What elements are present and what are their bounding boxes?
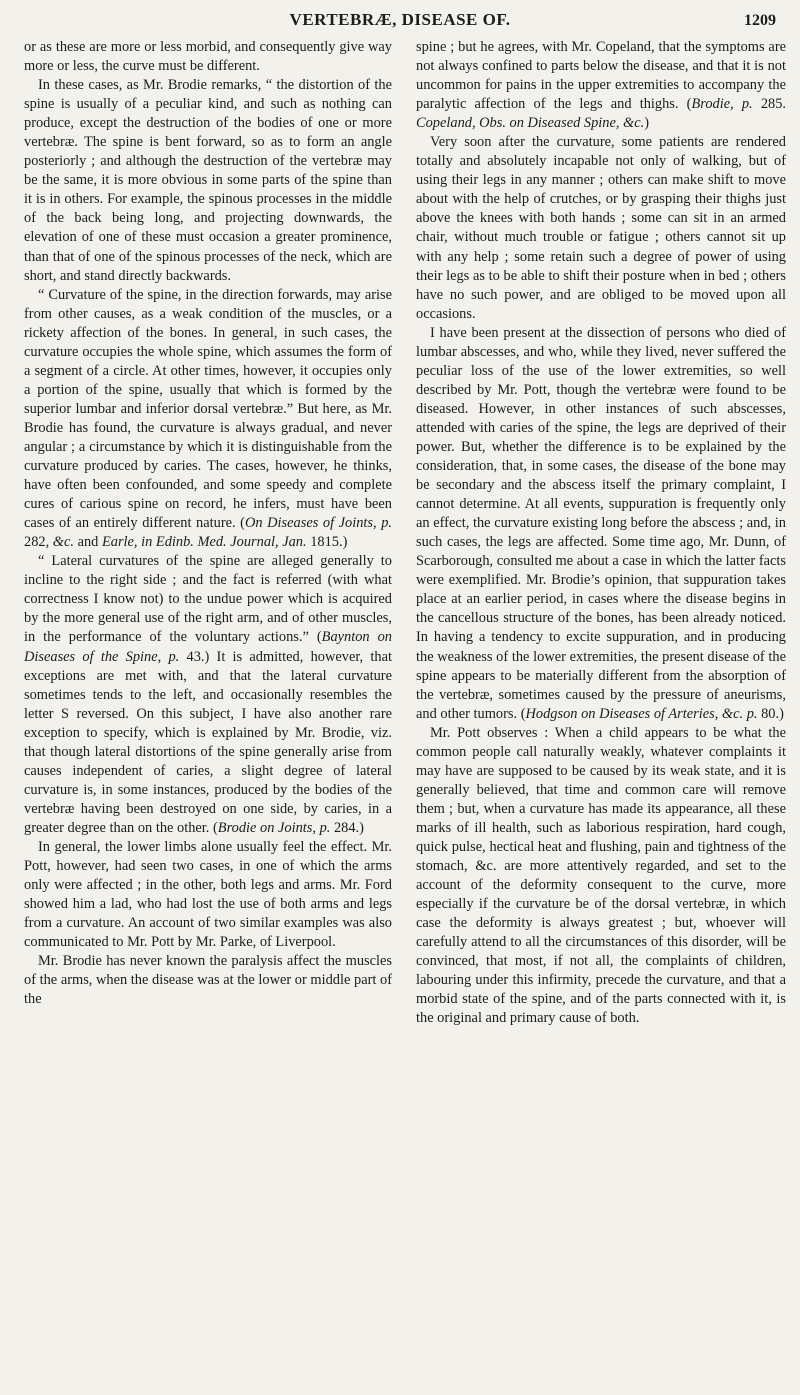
citation-text: &c. (52, 534, 74, 551)
body-text: 1815.) (306, 534, 348, 551)
page-number: 1209 (744, 12, 776, 29)
left-column (24, 38, 392, 1009)
body-text: “ Curvature of the spine, in the direction forwards, may arise from other causes, as a weak condition of the muscles, or a rickety affection of the bones. In general, in such cases, the curvature occupies the whole spine, which assumes the form of a segment of a circle. At other times, however, it occupies only a portion of the spine, usually that which is formed by the superior lumbar and inferior dorsal vertebræ.” But here, as Mr. Brodie has found, the curvature is always gradual, and never angular ; a circumstance by which it is distinguishable from the curvature produced by caries. The cases, however, he thinks, have often been confounded, and some speedy and complete cures of carious spine on record, he infers, must have been cases of an entirely different nature. ( (24, 286, 392, 532)
body-text: ) (644, 115, 650, 132)
body-text: Mr. Brodie has never known the paralysis affect the muscles of the arms, when the disease was at the lower or middle part of the (24, 953, 392, 1008)
paragraph (416, 38, 786, 133)
paragraph (24, 552, 392, 838)
body-text: and (73, 534, 102, 551)
body-text: 284.) (330, 819, 364, 836)
body-text: spine ; but he agrees, with Mr. Copeland, that the symptoms are not always confined to parts below the disease, and that it is not uncommon for pains in the upper extremities to accompany the paralytic affection of the legs and thighs. ( (416, 39, 786, 113)
citation-text: Brodie, p. (691, 96, 753, 113)
paragraph (24, 952, 392, 1009)
citation-text: Earle, in Edinb. Med. Journal, Jan. (101, 534, 307, 551)
body-text: 43.) It is admitted, however, that exceptions are met with, and that the lateral curvature sometimes tends to the left, and occasionally resembles the letter S reversed. On this subject, I have also another rare exception to specify, which is explained by Mr. Brodie, viz. that though lateral distortions of the spine generally arise from causes independent of caries, a slight degree of lateral curvature is, in some instances, produced by the bodies of the vertebræ having been destroyed on one side, by caries, in a greater degree than on the other. ( (24, 648, 392, 836)
paragraph (24, 76, 392, 286)
citation-text: Brodie on Joints, p. (217, 819, 331, 836)
paragraph (416, 324, 786, 724)
body-text: 80.) (757, 705, 784, 722)
body-text: I have been present at the dissection of persons who died of lumbar abscesses, and who, while they lived, never suffered the peculiar loss of the use of the lower extremities, so well described by Mr. Pott, though the vertebræ were found to be diseased. However, in other instances of such abscesses, attended with caries of the spine, the legs are deprived of their power. But, whether the difference is to be explained by the consideration, that, in some cases, the disease of the bone may be secondary and the abscess itself the primary complaint, I cannot determine. At all events, suppuration is frequently only an effect, the curvature existing long before the abscess ; and, in such cases, the legs are affected. Some time ago, Mr. Dunn, of Scarborough, consulted me about a case in which the latter facts were exemplified. Mr. Brodie’s opinion, that suppuration takes place at an earlier period, in cases where the disease begins in the cancellous structure of the bones, has been already noticed. In having a tendency to excite suppuration, and in producing the weakness of the lower extremities, the present disease of the spine appears to be materially different from the absorption of the vertebræ, sometimes caused by the pressure of aneurisms, and other tumors. ( (416, 324, 786, 722)
body-text: In general, the lower limbs alone usually feel the effect. Mr. Pott, however, had seen two cases, in one of which the arms only were affected ; in the other, both legs and arms. Mr. Ford showed him a lad, who had lost the use of both arms and legs from a curvature. An account of two similar examples was also communicated to Mr. Pott by Mr. Parke, of Liverpool. (24, 838, 392, 951)
page-header (0, 6, 800, 36)
paragraph (24, 286, 392, 553)
paragraph (24, 38, 392, 76)
paragraph (416, 133, 786, 323)
paragraph (24, 838, 392, 952)
body-text: 285. (752, 96, 787, 113)
citation-text: Copeland, Obs. on Diseased Spine, &c. (416, 115, 645, 132)
paragraph (416, 724, 786, 1029)
body-text: Mr. Pott observes : When a child appears to be what the common people call naturally weakly, whatever complaints it may have are supposed to be caused by its weak state, and it is generally believed, that time and common care will remove them ; but, when a curvature has made its appearance, all these marks of ill health, such as laborious respiration, hard cough, quick pulse, hectical heat and flushing, pain and tightness of the stomach, &c. are more attentively regarded, and set to the account of the deformity consequent to the curve, more especially if the curvature be of the dorsal vertebræ, in which case the deformity is always greatest ; but, whoever will carefully attend to all the circumstances of this disorder, will be convinced, that most, if not all, the complaints of children, labouring under this infirmity, precede the curvature, and that a morbid state of the spine, and of the parts connected with it, is the original and primary cause of both. (416, 724, 786, 1027)
body-text: “ Lateral curvatures of the spine are alleged generally to incline to the right side ; and the fact is referred (with what correctness I know not) to the undue power which is acquired by the more general use of the right arm, and of other muscles, in the performance of the voluntary actions.” ( (24, 553, 392, 646)
body-text: Very soon after the curvature, some patients are rendered totally and absolutely incapable not only of walking, but of using their legs in any manner ; others can make shift to move about with the help of crutches, or by grasping their thighs just above the knees with both hands ; some can sit in an armed chair, without much trouble or fatigue ; others cannot sit up with any help ; some retain such a degree of power of using their legs as to be able to shift their posture when in bed ; others have no such power, and are obliged to be moved upon all occasions. (416, 134, 786, 322)
citation-text: Baynton on Diseases of the Spine, p. (24, 629, 392, 665)
body-text: In these cases, as Mr. Brodie remarks, “ the distortion of the spine is usually of a peculiar kind, and such as nothing can produce, except the destruction of the bodies of one or more vertebræ. The spine is bent forward, so as to form an angle posteriorly ; and although the destruction of the vertebræ may be the same, it is more obvious in some parts of the spine than it is in others. For example, the spinous processes in the middle of the back being long, and projecting downwards, the elevation of one of these must occasion a greater prominence, than that of one of the spinous processes of the neck, which are short, and stand directly backwards. (24, 77, 392, 284)
right-column (416, 38, 786, 1028)
body-text: 282, (24, 534, 53, 551)
body-text: or as these are more or less morbid, and consequently give way more or less, the curve must be different. (24, 39, 392, 75)
citation-text: Hodgson on Diseases of Arteries, &c. p. (525, 705, 758, 722)
running-head: VERTEBRÆ, DISEASE OF. (289, 10, 511, 29)
citation-text: On Diseases of Joints, p. (244, 515, 393, 532)
